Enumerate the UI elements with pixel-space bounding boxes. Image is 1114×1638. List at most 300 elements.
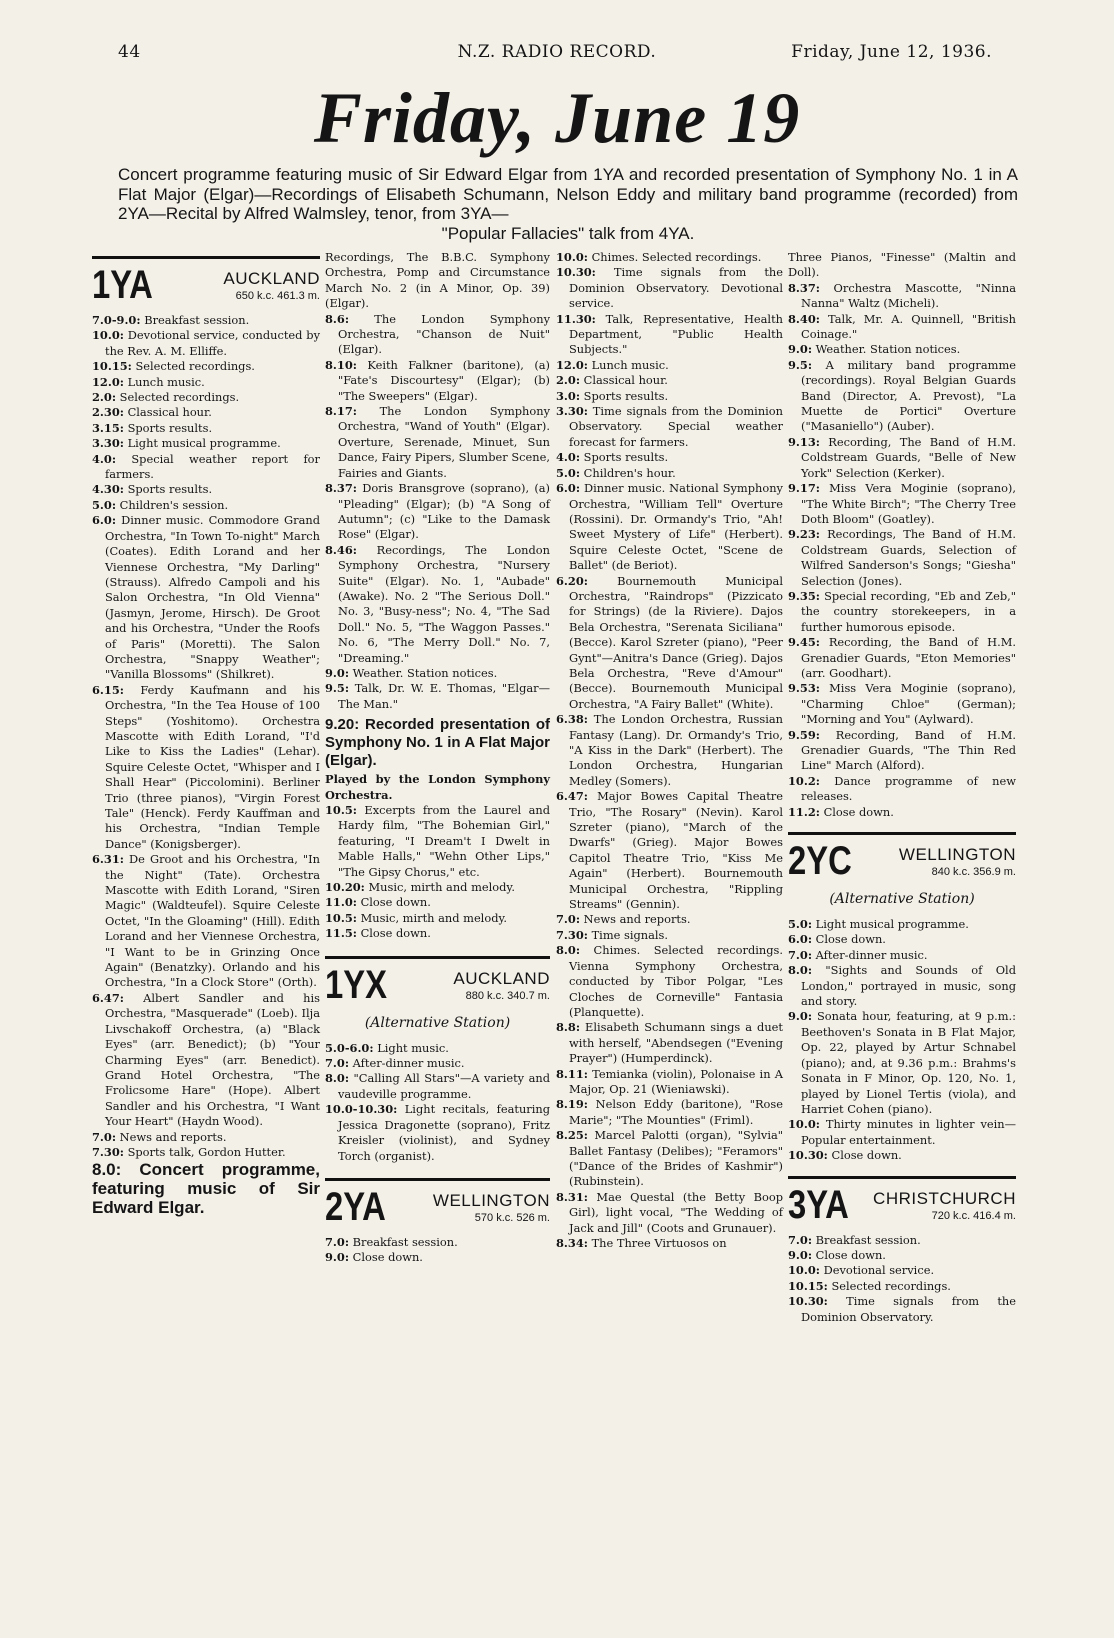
programme-entry (556, 404, 783, 450)
intro-last-line: "Popular Fallacies" talk from 4YA. (441, 223, 695, 243)
programme-time: 3.0: (556, 388, 581, 403)
programme-description: Children's session. (116, 497, 229, 512)
programme-time: 8.0: (556, 943, 581, 958)
programme-time: 8.11: (556, 1066, 588, 1081)
programme-description: The London Orchestra, Russian Fantasy (Lang). Dr. Ormandy's Trio, "A Kiss in the Dark" (Herbert). The London Orchestra, Hungarian Medley (Somers). (569, 712, 783, 788)
programme-entry (92, 852, 320, 991)
programme-time: 8.6: (325, 311, 350, 326)
programme-description: Light musical programme. (123, 436, 281, 451)
station-frequency: 840 k.c. 356.9 m. (931, 866, 1016, 879)
programme-time: 4.0: (92, 451, 117, 466)
programme-description: Keith Falkner (baritone), (a) "Fate's Discourtesy" (Elgar); (b) "The Sweepers" (Elgar). (338, 357, 550, 403)
programme-time: 4.30: (92, 482, 124, 497)
programme-time: 9.13: (788, 434, 820, 449)
programme-description: Close down. (827, 1148, 902, 1163)
programme-entry (325, 666, 550, 681)
programme-list-1ya (92, 313, 320, 1160)
programme-description: Chimes. Selected recordings. Vienna Symphony Orchestra, conducted by Tibor Polgar, "Les Cloches de Corneville" Fantasia (Planquette). (569, 943, 783, 1019)
station-city: CHRISTCHURCH (873, 1188, 1016, 1208)
programme-entry (556, 928, 783, 943)
programme-entry (788, 1294, 1016, 1325)
programme-description: Talk, Mr. A. Quinnell, "British Coinage." (801, 311, 1016, 342)
station-info (403, 969, 550, 1005)
programme-description: Talk, Representative, Health Department, "Public Health Subjects." (569, 311, 783, 357)
programme-time: 9.59: (788, 727, 820, 742)
programme-description: Elisabeth Schumann sings a duet with herself, "Abendsegen ("Evening Prayer") (Humperdinck). (569, 1020, 783, 1066)
programme-list-1ya-late (325, 803, 550, 942)
programme-entry (788, 805, 1016, 820)
programme-time: 8.10: (325, 357, 357, 372)
programme-time: 2.0: (92, 390, 117, 405)
programme-description: "Sights and Sounds of Old London," portrayed in music, song and story. (801, 963, 1016, 1009)
programme-entry (556, 943, 783, 1020)
programme-entry (325, 404, 550, 481)
intro-body: Concert programme featuring music of Sir Edward Elgar from 1YA and recorded presentation of Symphony No. 1 in A Flat Major (Elgar)—Recordings of Elisabeth Schumann, Nelson Eddy and military band programme (recorded) from 2YA—Recital by Alfred Walmsley, tenor, from 3YA— (118, 165, 1018, 223)
programme-entry (788, 250, 1016, 281)
programme-time: 7.0: (92, 1129, 117, 1144)
programme-description: Time signals from the Dominion Observatory. Devotional service. (569, 265, 783, 311)
programme-entry (92, 375, 320, 390)
programme-description: Nelson Eddy (baritone), "Rose Marie"; "The Mounties" (Friml). (569, 1097, 783, 1127)
programme-time: 6.0: (788, 932, 813, 947)
programme-entry (325, 926, 550, 941)
programme-time: 6.38: (556, 712, 588, 727)
column-4 (788, 250, 1016, 1325)
programme-entry (325, 895, 550, 910)
station-info (170, 269, 320, 305)
programme-description: Classical hour. (580, 373, 668, 388)
programme-description: Major Bowes Capital Theatre Trio, "The Rosary" (Nevin). Karol Szreter (piano), "March of the Dwarfs" (Grieg). Major Bowes Capitol Theatre Trio, "Kiss Me Again" (Herbert). Bournemouth Municipal Orchestra, "Rippling Streams" (Gennin). (569, 789, 783, 912)
programme-entry (788, 917, 1016, 932)
programme-time: 12.0: (92, 374, 124, 389)
symphony-highlight: 9.20: Recorded presentation of Symphony No. 1 in A Flat Major (Elgar). (325, 716, 550, 770)
programme-entry (788, 932, 1016, 947)
programme-description: Special weather report for farmers. (105, 451, 320, 482)
programme-entry (92, 1130, 320, 1145)
programme-description: Recording, the Band of H.M. Grenadier Guards, "Eton Memories" (arr. Goodhart). (801, 635, 1016, 680)
programme-description: Doris Bransgrove (soprano), (a) "Pleading" (Elgar); (b) "A Song of Autumn"; (c) "Like to the Damask Rose" (Elgar). (338, 481, 550, 542)
programme-time: 5.0-6.0: (325, 1040, 374, 1055)
programme-time: 8.0: (325, 1071, 350, 1086)
programme-time: 11.2: (788, 804, 820, 819)
programme-description: Close down. (812, 932, 886, 947)
programme-description: Time signals. (587, 927, 668, 942)
programme-description: Devotional service. (819, 1263, 935, 1278)
programme-time: 3.30: (556, 404, 588, 419)
programme-description: The London Symphony Orchestra, "Chanson de Nuit" (Elgar). (338, 311, 550, 357)
programme-description: Close down. (812, 1247, 886, 1262)
programme-entry (556, 481, 783, 573)
programme-description: Close down. (356, 895, 431, 910)
programme-description: Dance programme of new releases. (801, 773, 1016, 804)
page-title: Friday, June 19 (313, 78, 801, 158)
programme-entry (556, 265, 783, 311)
programme-time: 9.17: (788, 481, 820, 496)
programme-entry (556, 312, 783, 358)
programme-time: 7.0: (556, 912, 581, 927)
programme-entry (788, 1148, 1016, 1163)
programme-description: Devotional service, conducted by the Rev. A. M. Elliffe. (105, 328, 320, 358)
programme-entry (556, 466, 783, 481)
programme-description: Children's hour. (580, 465, 676, 480)
programme-entry (788, 948, 1016, 963)
programme-description: A military band programme (recordings). Royal Belgian Guards Band (Director, A. Prevost), "La Muette de Portici" Overture ("Masaniello") (Auber). (801, 357, 1016, 434)
station-code: 2YC (788, 839, 852, 884)
station-frequency: 880 k.c. 340.7 m. (465, 989, 550, 1002)
programme-entry (556, 450, 783, 465)
programme-entry (325, 543, 550, 666)
programme-description: Weather. Station notices. (812, 342, 961, 357)
programme-description: Light music. (373, 1040, 449, 1055)
programme-description: Selected recordings. (116, 390, 240, 405)
programme-time: 9.53: (788, 681, 820, 696)
programme-time: 5.0: (788, 917, 813, 932)
programme-description: Selected recordings. (131, 359, 255, 374)
programme-time: 9.0: (788, 1247, 813, 1262)
programme-time: 11.30: (556, 311, 596, 326)
programme-description: Chimes. Selected recordings. (587, 250, 762, 264)
programme-time: 7.0: (788, 1232, 813, 1247)
programme-description: Light recitals, featuring Jessica Dragonette (soprano), Fritz Kreisler (violinist), and Sydney Torch (organist). (338, 1102, 550, 1163)
programme-time: 7.0-9.0: (92, 313, 141, 327)
programme-time: 10.0: (556, 250, 588, 264)
programme-time: 8.40: (788, 311, 820, 326)
programme-entry (788, 1009, 1016, 1117)
column-1 (92, 250, 320, 1217)
programme-entry (92, 1145, 320, 1160)
alternative-station-label: (Alternative Station) (364, 1014, 511, 1031)
programme-description: Recording, The Band of H.M. Coldstream Guards, "Belle of New York" Selection (Kerker). (801, 434, 1016, 480)
programme-time: 8.34: (556, 1236, 588, 1250)
programme-list-3ya (788, 1233, 1016, 1325)
programme-entry (325, 358, 550, 404)
programme-entry (325, 481, 550, 543)
programme-time: 8.17: (325, 404, 357, 419)
programme-time: 7.0: (325, 1056, 350, 1071)
programme-description: Ferdy Kaufmann and his Orchestra, "In the Tea House of 100 Steps" (Yoshitomo). Orchestra Mascotte with Edith Lorand, "I'd Like to Kiss the Ladies" (Lehar). Squire Celeste Octet, "Whisper and I Shall Hear" (Piccolomini). Berliner Trio (three pianos), "Virgin Forest Tale" (Henck). Ferdy Kauffman and his Orchestra, "Indian Temple Dance" (Konigsberger). (105, 682, 320, 851)
programme-time: 10.0: (788, 1117, 820, 1132)
programme-entry (788, 589, 1016, 635)
programme-description: Three Pianos, "Finesse" (Maltin and Doll). (788, 250, 1016, 280)
programme-entry (92, 421, 320, 436)
programme-entry (788, 342, 1016, 357)
programme-time: 7.30: (92, 1144, 124, 1159)
programme-time: 7.0: (788, 947, 813, 962)
programme-entry (788, 481, 1016, 527)
programme-time: 11.5: (325, 926, 357, 941)
programme-time: 5.0: (92, 497, 117, 512)
programme-description: Recordings, The London Symphony Orchestra, "Nursery Suite" (Elgar). No. 1, "Aubade" (Awake). No. 2 "The Serious Doll." No. 3, "Busy-ness"; No. 4, "The Sad Doll." No. 5, "The Waggon Passes." No. 6, "The Merry Doll." No. 7, "Dreaming." (338, 542, 550, 665)
programme-time: 6.47: (556, 789, 588, 804)
programme-description: Orchestra Mascotte, "Ninna Nanna" Waltz (Micheli). (801, 280, 1016, 311)
symphony-performers: Played by the London Symphony Orchestra. (325, 772, 550, 802)
programme-description: Sports results. (123, 482, 213, 497)
station-info (866, 845, 1016, 881)
programme-description: Time signals from the Dominion Observatory. Special weather forecast for farmers. (569, 404, 783, 449)
programme-description: Dinner music. Commodore Grand Orchestra, "In Town To-night" March (Coates). Edith Lorand and her Viennese Orchestra, "My Darling" (Strauss). Alfredo Campoli and his Salon Orchestra, "In Old Vienna" (Jasmyn, Jerome, Hirsch). De Groot and his Orchestra, "Under the Roofs of Paris" (Moretti). The Salon Orchestra, "Snappy Weather"; "Vanilla Blossoms" (Shilkret). (105, 513, 320, 682)
programme-entry (92, 390, 320, 405)
programme-description: Albert Sandler and his Orchestra, "Masquerade" (Loeb). Ilja Livschakoff Orchestra, (a) "Black Eyes" (arr. Benedict); (b) "Your Charming Eyes" (arr. Benedict). Grand Hotel Orchestra, "The Frolicsome Hare" (Hope). Albert Sandler and his Orchestra, "I Want Your Heart" (Haydn Wood). (105, 990, 320, 1129)
programme-time: 10.15: (788, 1278, 828, 1293)
programme-time: 8.46: (325, 542, 357, 557)
programme-entry (788, 312, 1016, 343)
programme-list-2yc (788, 917, 1016, 1164)
programme-description: Weather. Station notices. (349, 665, 498, 680)
programme-time: 9.23: (788, 527, 820, 542)
programme-entry (556, 250, 783, 265)
programme-entry (556, 373, 783, 388)
programme-entry (92, 452, 320, 483)
station-code: 1YA (92, 263, 153, 307)
programme-time: 7.30: (556, 927, 588, 942)
intro-summary (118, 165, 1018, 243)
programme-time: 10.30: (788, 1294, 828, 1309)
programme-description: Close down. (819, 804, 894, 819)
programme-time: 10.0-10.30: (325, 1102, 398, 1117)
programme-time: 9.0: (788, 1009, 813, 1024)
programme-entry (788, 1248, 1016, 1263)
programme-time: 9.5: (788, 357, 813, 372)
programme-entry (556, 358, 783, 373)
programme-description: De Groot and his Orchestra, "In the Night" (Tate). Orchestra Mascotte with Edith Lorand, "Siren Magic" (Waldteufel). Squire Celeste Octet, "In the Gloaming" (Hill). Edith Lorand and her Viennese Orchestra, "I Want to be in Grinzing Once Again" (Benatzky). Orlando and his Orchestra, "In a Clock Store" (Orth). (105, 852, 320, 990)
programme-entry (556, 1190, 783, 1236)
programme-description: Lunch music. (587, 357, 669, 372)
station-code: 1YX (325, 962, 387, 1007)
programme-entry (556, 1097, 783, 1128)
programme-entry (788, 1233, 1016, 1248)
station-info (403, 1191, 550, 1227)
programme-description: Mae Questal (the Betty Boop Girl), light vocal, "The Wedding of Jack and Jill" (Coots and Grunauer). (569, 1189, 783, 1235)
programme-list-1ya-cont (325, 250, 550, 712)
programme-description: Time signals from the Dominion Observatory. (801, 1294, 1016, 1324)
programme-entry (556, 712, 783, 789)
station-code: 3YA (788, 1182, 849, 1227)
station-frequency: 650 k.c. 461.3 m. (235, 290, 320, 302)
page-number: 44 (118, 42, 141, 62)
programme-description: Sports results. (580, 388, 669, 403)
concert-highlight: 8.0: Concert programme, featuring music of Sir Edward Elgar. (92, 1160, 320, 1218)
programme-time: 10.20: (325, 880, 365, 895)
programme-time: 9.45: (788, 635, 820, 650)
programme-entry (92, 405, 320, 420)
programme-description: Recordings, The Band of H.M. Coldstream Guards, Selection of Wilfred Sanderson's Songs; "Giesha" Selection (Jones). (801, 527, 1016, 588)
station-header-2yc (788, 832, 1016, 884)
programme-entry (788, 681, 1016, 727)
programme-entry (92, 498, 320, 513)
programme-description: Close down. (356, 926, 431, 941)
programme-description: Talk, Dr. W. E. Thomas, "Elgar—The Man." (338, 681, 550, 711)
programme-entry (325, 681, 550, 712)
programme-entry (556, 389, 783, 404)
programme-entry (788, 963, 1016, 1009)
programme-entry (556, 574, 783, 713)
station-frequency: 720 k.c. 416.4 m. (931, 1209, 1016, 1222)
programme-time: 10.0: (788, 1263, 820, 1278)
station-code: 2YA (325, 1184, 386, 1229)
programme-time: 6.0: (556, 481, 581, 496)
programme-list-2ya-start (325, 1235, 550, 1266)
programme-description: The Three Virtuosos on (587, 1236, 727, 1250)
programme-entry (788, 1263, 1016, 1278)
programme-description: Music, mirth and melody. (364, 880, 515, 895)
programme-time: 3.15: (92, 420, 124, 435)
programme-description: Sports results. (580, 450, 669, 465)
programme-description: Sonata hour, featuring, at 9 p.m.: Beethoven's Sonata in B Flat Major, Op. 22, played by Artur Schnabel (piano); and, at 9.36 p.m.: Brahms's Sonata in F Minor, Op. 120, No. 1, played by Lionel Tertis (viola), and Harriet Cohen (piano). (801, 1009, 1016, 1116)
programme-description: Sports talk, Gordon Hutter. (123, 1144, 286, 1159)
programme-entry (325, 803, 550, 880)
programme-entry (556, 1020, 783, 1066)
programme-entry (788, 527, 1016, 589)
programme-time: 3.30: (92, 436, 124, 451)
programme-time: 6.47: (92, 990, 124, 1005)
programme-entry (325, 911, 550, 926)
programme-entry (325, 1102, 550, 1164)
programme-entry (325, 1041, 550, 1056)
programme-entry (92, 513, 320, 682)
programme-description: Miss Vera Moginie (soprano), "Charming Chloe" (German); "Morning and You" (Aylward). (801, 681, 1016, 727)
programme-description: Recordings, The B.B.C. Symphony Orchestra, Pomp and Circumstance March No. 2 (in A Minor, Op. 39) (Elgar). (325, 250, 550, 311)
programme-time: 9.0: (788, 342, 813, 357)
programme-time: 12.0: (556, 357, 588, 372)
programme-time: 10.5: (325, 910, 357, 925)
programme-description: Bournemouth Municipal Orchestra, "Raindrops" (Pizzicato for Strings) (de la Riviere). Dajos Bela Orchestra, "Serenata Siciliana" (Becce). Karol Szreter (piano), "Peer Gynt"—Anitra's Dance (Grieg). Dajos Bela Orchestra, "Reve d'Amour" (Becce). Bournemouth Municipal Orchestra, "A Fairy Ballet" (White). (569, 573, 783, 711)
programme-time: 6.20: (556, 573, 588, 588)
programme-time: 6.0: (92, 513, 117, 528)
programme-description: Close down. (349, 1250, 423, 1265)
station-city: WELLINGTON (898, 845, 1016, 865)
programme-description: News and reports. (580, 912, 691, 927)
programme-time: 10.5: (325, 803, 357, 817)
programme-entry (556, 1236, 783, 1251)
programme-entry (92, 991, 320, 1130)
programme-time: 7.0: (325, 1234, 350, 1249)
issue-date: Friday, June 12, 1936. (791, 42, 992, 62)
programme-entry (788, 281, 1016, 312)
programme-description: Breakfast session. (140, 313, 250, 327)
programme-entry (788, 774, 1016, 805)
programme-time: 10.30: (556, 265, 596, 280)
programme-description: Selected recordings. (827, 1278, 951, 1293)
programme-description: Special recording, "Eb and Zeb," the country storekeepers, in a further humorous episode. (801, 588, 1016, 634)
programme-description: Breakfast session. (812, 1232, 921, 1247)
programme-entry (788, 435, 1016, 481)
publication-name: N.Z. RADIO RECORD. (457, 42, 657, 62)
programme-entry (788, 1117, 1016, 1148)
programme-description: Music, mirth and melody. (356, 910, 508, 925)
programme-entry (325, 880, 550, 895)
programme-time: 8.37: (788, 280, 820, 295)
programme-description: Breakfast session. (349, 1234, 458, 1249)
programme-time: 8.31: (556, 1189, 588, 1204)
programme-time: 9.35: (788, 588, 820, 603)
column-2 (325, 250, 550, 1266)
programme-time: 8.0: (788, 963, 813, 978)
programme-entry (325, 1235, 550, 1250)
programme-time: 2.0: (556, 373, 581, 388)
programme-entry (556, 1128, 783, 1190)
programme-entry (325, 1250, 550, 1265)
station-header-1yx (325, 956, 550, 1005)
programme-entry (92, 482, 320, 497)
programme-entry (325, 312, 550, 358)
programme-description: Sports results. (123, 420, 213, 435)
programme-time: 11.0: (325, 895, 357, 910)
programme-description: Excerpts from the Laurel and Hardy film, "The Bohemian Girl," featuring, "I Dream't I Dwelt in Mable Halls," "Wehn Other Lips," "The Gipsy Chorus," etc. (338, 803, 550, 879)
programme-entry (556, 1067, 783, 1098)
programme-entry (788, 1279, 1016, 1294)
programme-time: 10.0: (92, 328, 124, 343)
station-city: AUCKLAND (453, 968, 550, 988)
programme-entry (92, 683, 320, 852)
station-info (866, 1189, 1016, 1225)
programme-entry (556, 912, 783, 927)
programme-entry (325, 1071, 550, 1102)
programme-description: Marcel Palotti (organ), "Sylvia" Ballet Fantasy (Delibes); "Feramors" ("Dance of the Brides of Kashmir") (Rubinstein). (569, 1128, 783, 1189)
programme-entry (92, 436, 320, 451)
programme-entry (788, 358, 1016, 435)
programme-description: Light musical programme. (812, 917, 969, 932)
programme-time: 9.0: (325, 665, 350, 680)
programme-entry (325, 1056, 550, 1071)
programme-time: 6.15: (92, 682, 124, 697)
programme-list-2ya-cont (788, 250, 1016, 820)
programme-time: 8.8: (556, 1020, 581, 1035)
programme-time: 10.15: (92, 359, 132, 374)
programme-entry (92, 313, 320, 328)
alternative-station-label: (Alternative Station) (829, 891, 975, 908)
programme-description: "Calling All Stars"—A variety and vaudeville programme. (338, 1071, 550, 1101)
programme-entry (92, 359, 320, 374)
station-header-3ya (788, 1176, 1016, 1225)
programme-time: 8.25: (556, 1128, 588, 1143)
programme-description: Dinner music. National Symphony Orchestra, "William Tell" Overture (Rossini). Dr. Ormandy's Trio, "Ah! Sweet Mystery of Life" (Herbert). Squire Celeste Octet, "Scene de Ballet" (de Beriot). (569, 481, 783, 573)
programme-time: 2.30: (92, 405, 124, 420)
programme-description: Miss Vera Moginie (soprano), "The White Birch"; "The Cherry Tree Doth Bloom" (Goatley). (801, 481, 1016, 526)
programme-description: Recording, Band of H.M. Grenadier Guards, "The Thin Red Line" March (Alford). (801, 727, 1016, 773)
programme-entry (556, 789, 783, 912)
programme-description: Lunch music. (123, 374, 205, 389)
programme-description: Thirty minutes in lighter vein—Popular entertainment. (801, 1117, 1016, 1147)
programme-description: News and reports. (116, 1129, 227, 1144)
programme-entry (92, 328, 320, 359)
programme-entry (788, 635, 1016, 681)
programme-entry (788, 728, 1016, 774)
programme-description: After-dinner music. (812, 947, 928, 962)
programme-description: Temianka (violin), Polonaise in A Major, Op. 21 (Wieniawski). (569, 1066, 783, 1096)
column-3 (556, 250, 783, 1251)
station-city: AUCKLAND (223, 269, 320, 288)
programme-time: 8.37: (325, 481, 357, 496)
programme-time: 9.5: (325, 681, 350, 696)
programme-description: Classical hour. (123, 405, 212, 420)
programme-time: 4.0: (556, 450, 581, 465)
programme-description: The London Symphony Orchestra, "Wand of Youth" (Elgar). Overture, Serenade, Minuet, Sun Dance, Fairy Pipers, Slumber Scene, Fairies and Giants. (338, 404, 550, 480)
programme-time: 8.19: (556, 1097, 588, 1112)
programme-time: 9.0: (325, 1250, 350, 1265)
programme-time: 10.2: (788, 773, 820, 788)
station-header-1ya (92, 256, 320, 305)
station-header-2ya (325, 1178, 550, 1227)
programme-description: After-dinner music. (349, 1056, 465, 1071)
programme-list-2ya (556, 250, 783, 1251)
station-frequency: 570 k.c. 526 m. (474, 1211, 550, 1224)
programme-time: 10.30: (788, 1148, 828, 1163)
station-city: WELLINGTON (432, 1190, 550, 1210)
programme-entry (325, 250, 550, 312)
programme-time: 6.31: (92, 852, 124, 867)
programme-time: 5.0: (556, 465, 581, 480)
programme-list-1yx (325, 1041, 550, 1164)
